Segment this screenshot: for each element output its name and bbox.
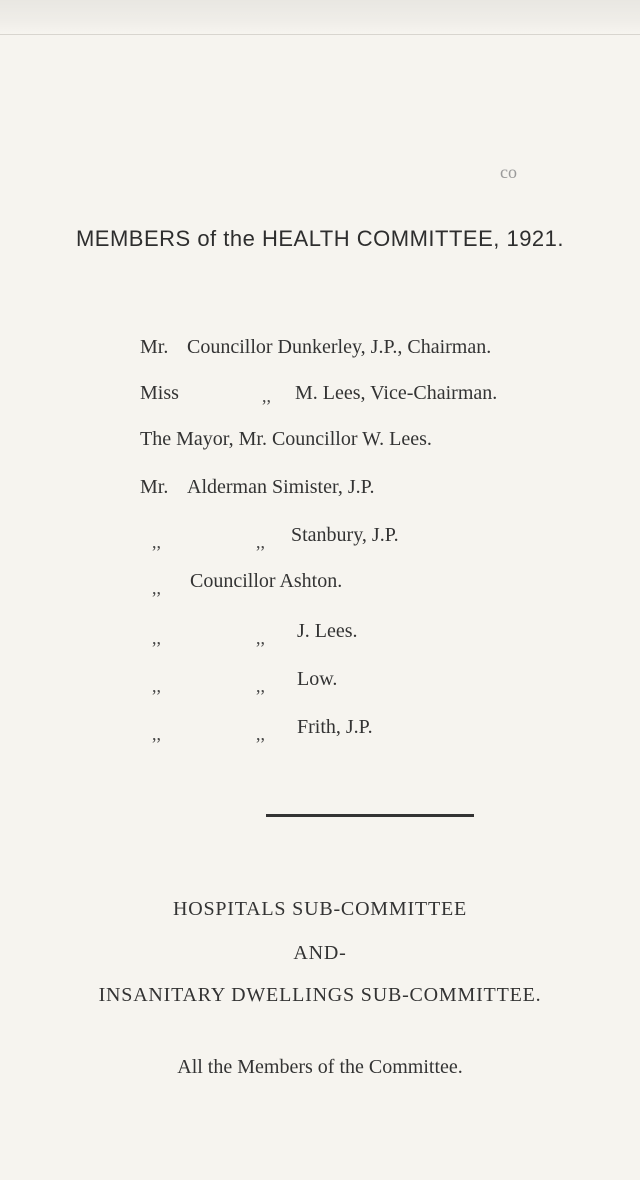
ditto-mark: ,, <box>256 628 265 648</box>
ditto-mark: ,, <box>256 724 265 744</box>
ditto-mark: ,, <box>152 578 161 598</box>
member-entry: Stanbury, J.P. <box>291 524 399 546</box>
ditto-mark: ,, <box>152 532 161 552</box>
page-number: co <box>500 162 517 182</box>
member-entry: Frith, J.P. <box>297 716 373 738</box>
subcommittee-membership-note: All the Members of the Committee. <box>177 1056 463 1078</box>
member-prefix: Mr. <box>140 476 169 498</box>
ditto-mark: ,, <box>262 386 271 406</box>
page-top-edge <box>0 0 640 35</box>
subcommittee-title-insanitary: INSANITARY DWELLINGS SUB-COMMITTEE. <box>98 984 542 1006</box>
ditto-mark: ,, <box>152 628 161 648</box>
member-prefix: Miss <box>140 382 179 404</box>
member-entry-vice-chairman: M. Lees, Vice-Chairman. <box>295 382 498 404</box>
member-entry: Alderman Simister, J.P. <box>187 476 375 498</box>
ditto-mark: ,, <box>152 724 161 744</box>
member-entry: J. Lees. <box>297 620 358 642</box>
ditto-mark: ,, <box>256 676 265 696</box>
section-divider <box>266 814 474 817</box>
subcommittee-title-hospitals: HOSPITALS SUB-COMMITTEE <box>172 898 468 920</box>
ditto-mark: ,, <box>256 532 265 552</box>
member-entry-mayor: The Mayor, Mr. Councillor W. Lees. <box>140 428 432 450</box>
member-entry: Low. <box>297 668 338 690</box>
member-entry: Councillor Ashton. <box>190 570 343 592</box>
ditto-mark: ,, <box>152 676 161 696</box>
member-entry-chairman: Councillor Dunkerley, J.P., Chairman. <box>187 336 492 358</box>
subcommittee-conjunction: AND- <box>293 942 347 964</box>
page-title: MEMBERS of the HEALTH COMMITTEE, 1921. <box>75 226 565 251</box>
member-prefix: Mr. <box>140 336 169 358</box>
